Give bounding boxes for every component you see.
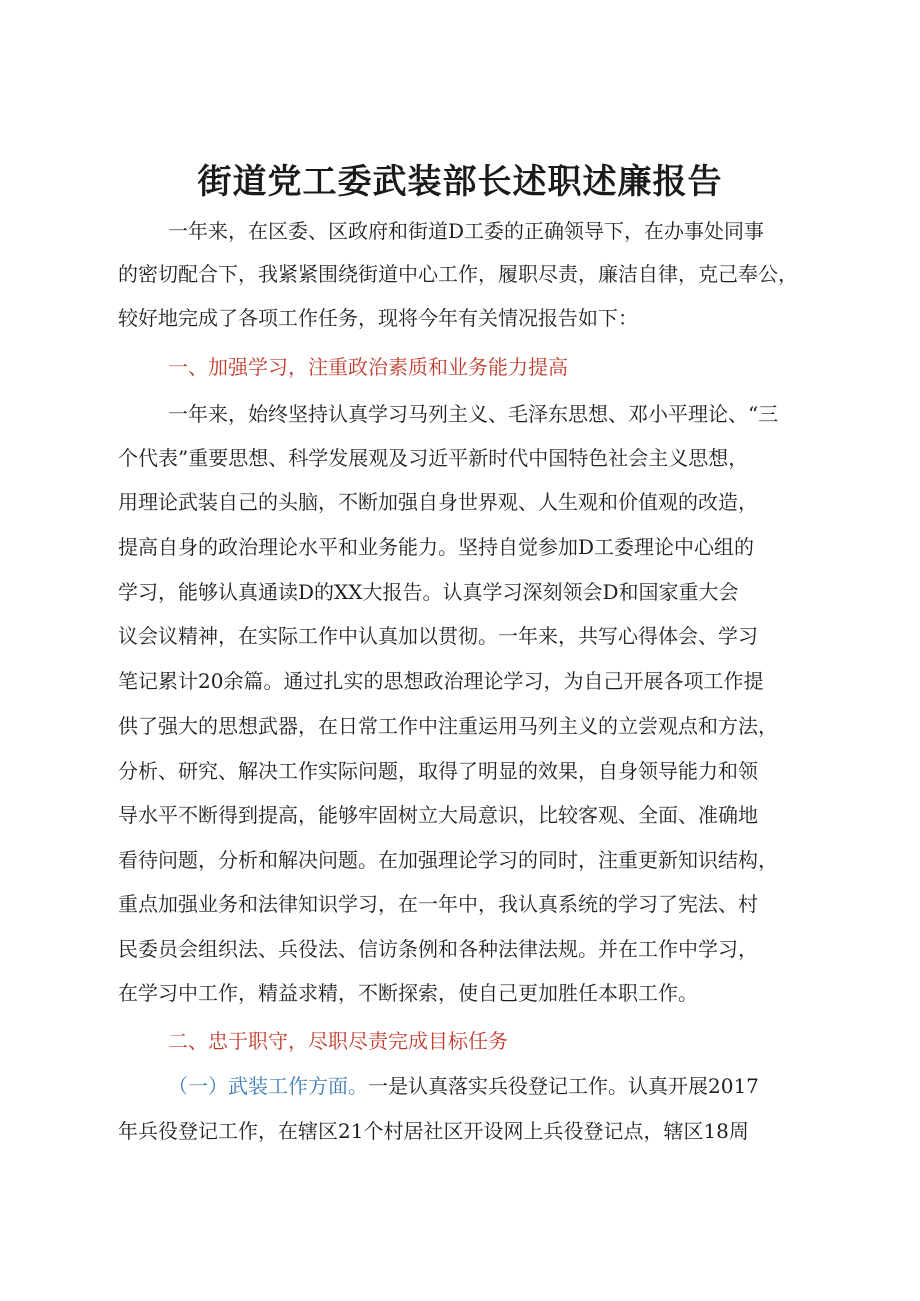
- paragraph-line: 用理论武装自己的头脑，不断加强自身世界观、人生观和价值观的改造，: [118, 490, 758, 514]
- subsection-label-armed-affairs: （一）武装工作方面。: [168, 1074, 368, 1098]
- paragraph-line-armed-affairs: [168, 1064, 759, 1108]
- paragraph-line: 看待问题，分析和解决问题。在加强理论学习的同时，注重更新知识结构，: [118, 848, 778, 872]
- paragraph-line: 重点加强业务和法律知识学习，在一年中，我认真系统的学习了宪法、村: [118, 892, 758, 916]
- paragraph-line: 供了强大的思想武器，在日常工作中注重运用马列主义的立尝观点和方法，: [118, 714, 778, 738]
- paragraph-line: 学习，能够认真通读D的XX大报告。认真学习深刻领会D和国家重大会: [118, 580, 739, 604]
- paragraph-line: 个代表”重要思想、科学发展观及习近平新时代中国特色社会主义思想，: [118, 446, 749, 470]
- paragraph-line: 分析、研究、解决工作实际问题，取得了明显的效果，自身领导能力和领: [118, 759, 758, 783]
- paragraph-line: 在学习中工作，精益求精，不断探索，使自己更加胜任本职工作。: [118, 981, 698, 1005]
- paragraph-line: 导水平不断得到提高，能够牢固树立大局意识，比较客观、全面、准确地: [118, 803, 758, 827]
- section-heading-2: 二、忠于职守，尽职尽责完成目标任务: [168, 1029, 508, 1053]
- paragraph-line: 议会议精神，在实际工作中认真加以贯彻。一年来，共写心得体会、学习: [118, 624, 758, 648]
- paragraph-line: 年兵役登记工作，在辖区21个村居社区开设网上兵役登记点，辖区18周: [118, 1119, 749, 1143]
- paragraph-line: 较好地完成了各项工作任务，现将今年有关情况报告如下：: [118, 306, 638, 330]
- armed-affairs-text: 一是认真落实兵役登记工作。认真开展2017: [368, 1074, 759, 1098]
- document-title: 街道党工委武装部长述职述廉报告: [197, 162, 723, 202]
- paragraph-line: 一年来，在区委、区政府和街道D工委的正确领导下，在办事处同事: [168, 219, 765, 243]
- section-heading-1: 一、加强学习，注重政治素质和业务能力提高: [168, 355, 568, 379]
- paragraph-line: 提高自身的政治理论水平和业务能力。坚持自觉参加D工委理论中心组的: [118, 535, 755, 559]
- paragraph-line: 一年来，始终坚持认真学习马列主义、毛泽东思想、邓小平理论、“三: [168, 402, 779, 426]
- paragraph-line: 笔记累计20余篇。通过扎实的思想政治理论学习，为自己开展各项工作提: [118, 669, 764, 693]
- paragraph-line: 民委员会组织法、兵役法、信访条例和各种法律法规。并在工作中学习，: [118, 937, 758, 961]
- paragraph-line: 的密切配合下，我紧紧围绕街道中心工作，履职尽责，廉洁自律，克己奉公，: [118, 262, 798, 286]
